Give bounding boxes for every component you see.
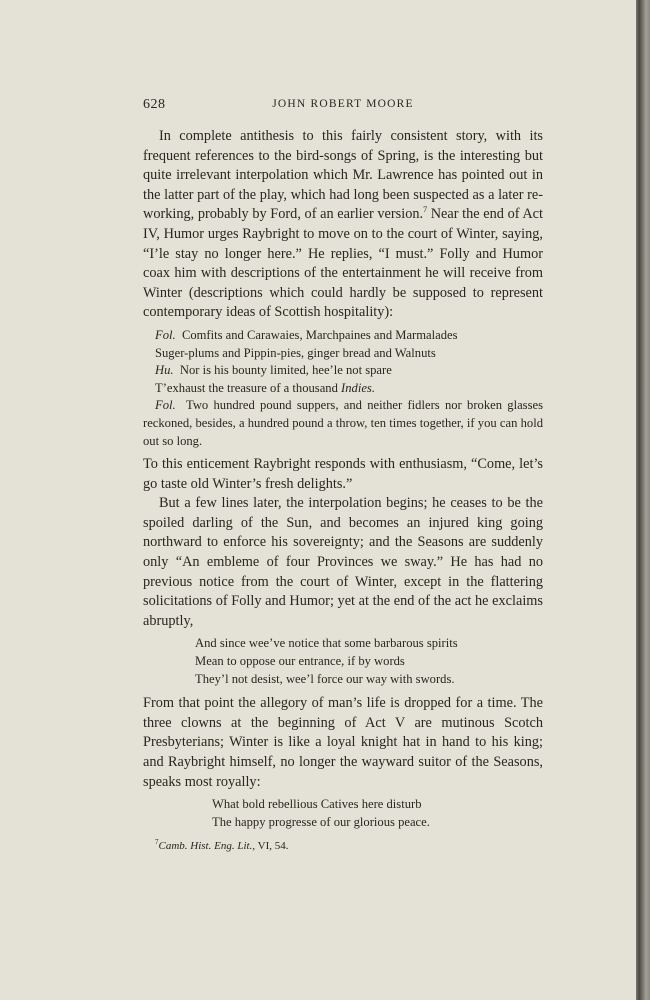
- verse-quotation-2: [212, 796, 543, 831]
- speaker-label: Hu.: [155, 363, 174, 378]
- paragraph-3: But a few lines later, the interpolation begins; he ceases to be the spoiled darling of the Sun, and becomes an injured king going northward to enforce his sovereignty; and the Seasons are suddenly only “An embleme of four Provinces we sway.” He has had no previous notice from the court of Winter, except in the flattering solicitations of Folly and Humor; yet at the end of the act he exclaims abruptly,: [143, 495, 543, 629]
- quote-line-1: [143, 327, 543, 345]
- quote-line-text: Comfits and Carawaies, Marchpaines and Marmalades: [181, 327, 458, 342]
- speaker-label: Fol.: [155, 398, 176, 413]
- footnote: [143, 839, 543, 853]
- footnote-citation: VI, 54.: [255, 840, 289, 853]
- quote-line-text: T’exhaust the treasure of a thousand: [155, 380, 342, 395]
- footnote-reference: 7: [423, 205, 428, 215]
- verse-line: They’l not desist, wee’l force our way with swords.: [195, 671, 455, 686]
- quote-italic-word: Indies.: [341, 380, 375, 395]
- quote-prose: [143, 397, 543, 450]
- verse-line: What bold rebellious Catives here disturb: [212, 797, 422, 812]
- dramatic-quotation: [143, 327, 543, 450]
- paragraph-1-text: In complete antithesis to this fairly consistent story, with its frequent references to the bird-songs of Spring, is the interesting but quite irrelevant interpolation which Mr. Lawrence has pointed out in the latter part of the play, which had long been suspected as a later re-working, probably by Ford, of an earlier version.: [143, 128, 543, 223]
- paragraph-1-text-cont: Near the end of Act IV, Humor urges Raybright to move on to the court of Winter, saying, “I’le stay no longer here.” He replies, “I must.” Folly and Humor coax him with descriptions of the entertainment he will receive from Winter (descriptions which could hardly be supposed to represent contemporary ideas of Scottish hospitality):: [143, 206, 543, 321]
- paragraph-4: From that point the allegory of man’s life is dropped for a time. The three clowns at the beginning of Act V are mutinous Scotch Presbyterians; Winter is like a loyal knight hat in hand to his king; and Raybright himself, no longer the wayward suitor of the Seasons, speaks most royally:: [143, 695, 543, 790]
- verse-quotation-1: [195, 635, 543, 688]
- paragraph-2: To this enticement Raybright responds with enthusiasm, “Come, let’s go taste old Winter’s fresh delights.”: [143, 456, 543, 492]
- quote-line-4: [143, 380, 543, 398]
- quote-line-text: Suger-plums and Pippin-pies, ginger bread and Walnuts: [155, 345, 436, 360]
- running-head-title: JOHN ROBERT MOORE: [272, 98, 414, 110]
- speaker-label: Fol.: [155, 327, 176, 342]
- quote-line-3: [143, 362, 543, 380]
- page-content: [143, 97, 543, 853]
- verse-line: The happy progresse of our glorious peace.: [212, 814, 430, 829]
- footnote-number: 7: [155, 838, 159, 847]
- running-head: [143, 97, 543, 119]
- verse-line: And since wee’ve notice that some barbarous spirits: [195, 636, 458, 651]
- quote-line-text: Two hundred pound suppers, and neither fidlers nor broken glasses reckoned, besides, a hundred pound a throw, ten times together, if you can hold out so long.: [143, 398, 543, 448]
- footnote-source: Camb. Hist. Eng. Lit.,: [158, 840, 256, 853]
- book-spine-shadow: [636, 0, 650, 1000]
- verse-line: Mean to oppose our entrance, if by words: [195, 654, 405, 669]
- quote-line-text: Nor is his bounty limited, hee’le not spare: [179, 363, 392, 378]
- quote-line-2: [143, 345, 543, 363]
- paragraph-1: [143, 127, 543, 323]
- page-number: 628: [143, 97, 166, 112]
